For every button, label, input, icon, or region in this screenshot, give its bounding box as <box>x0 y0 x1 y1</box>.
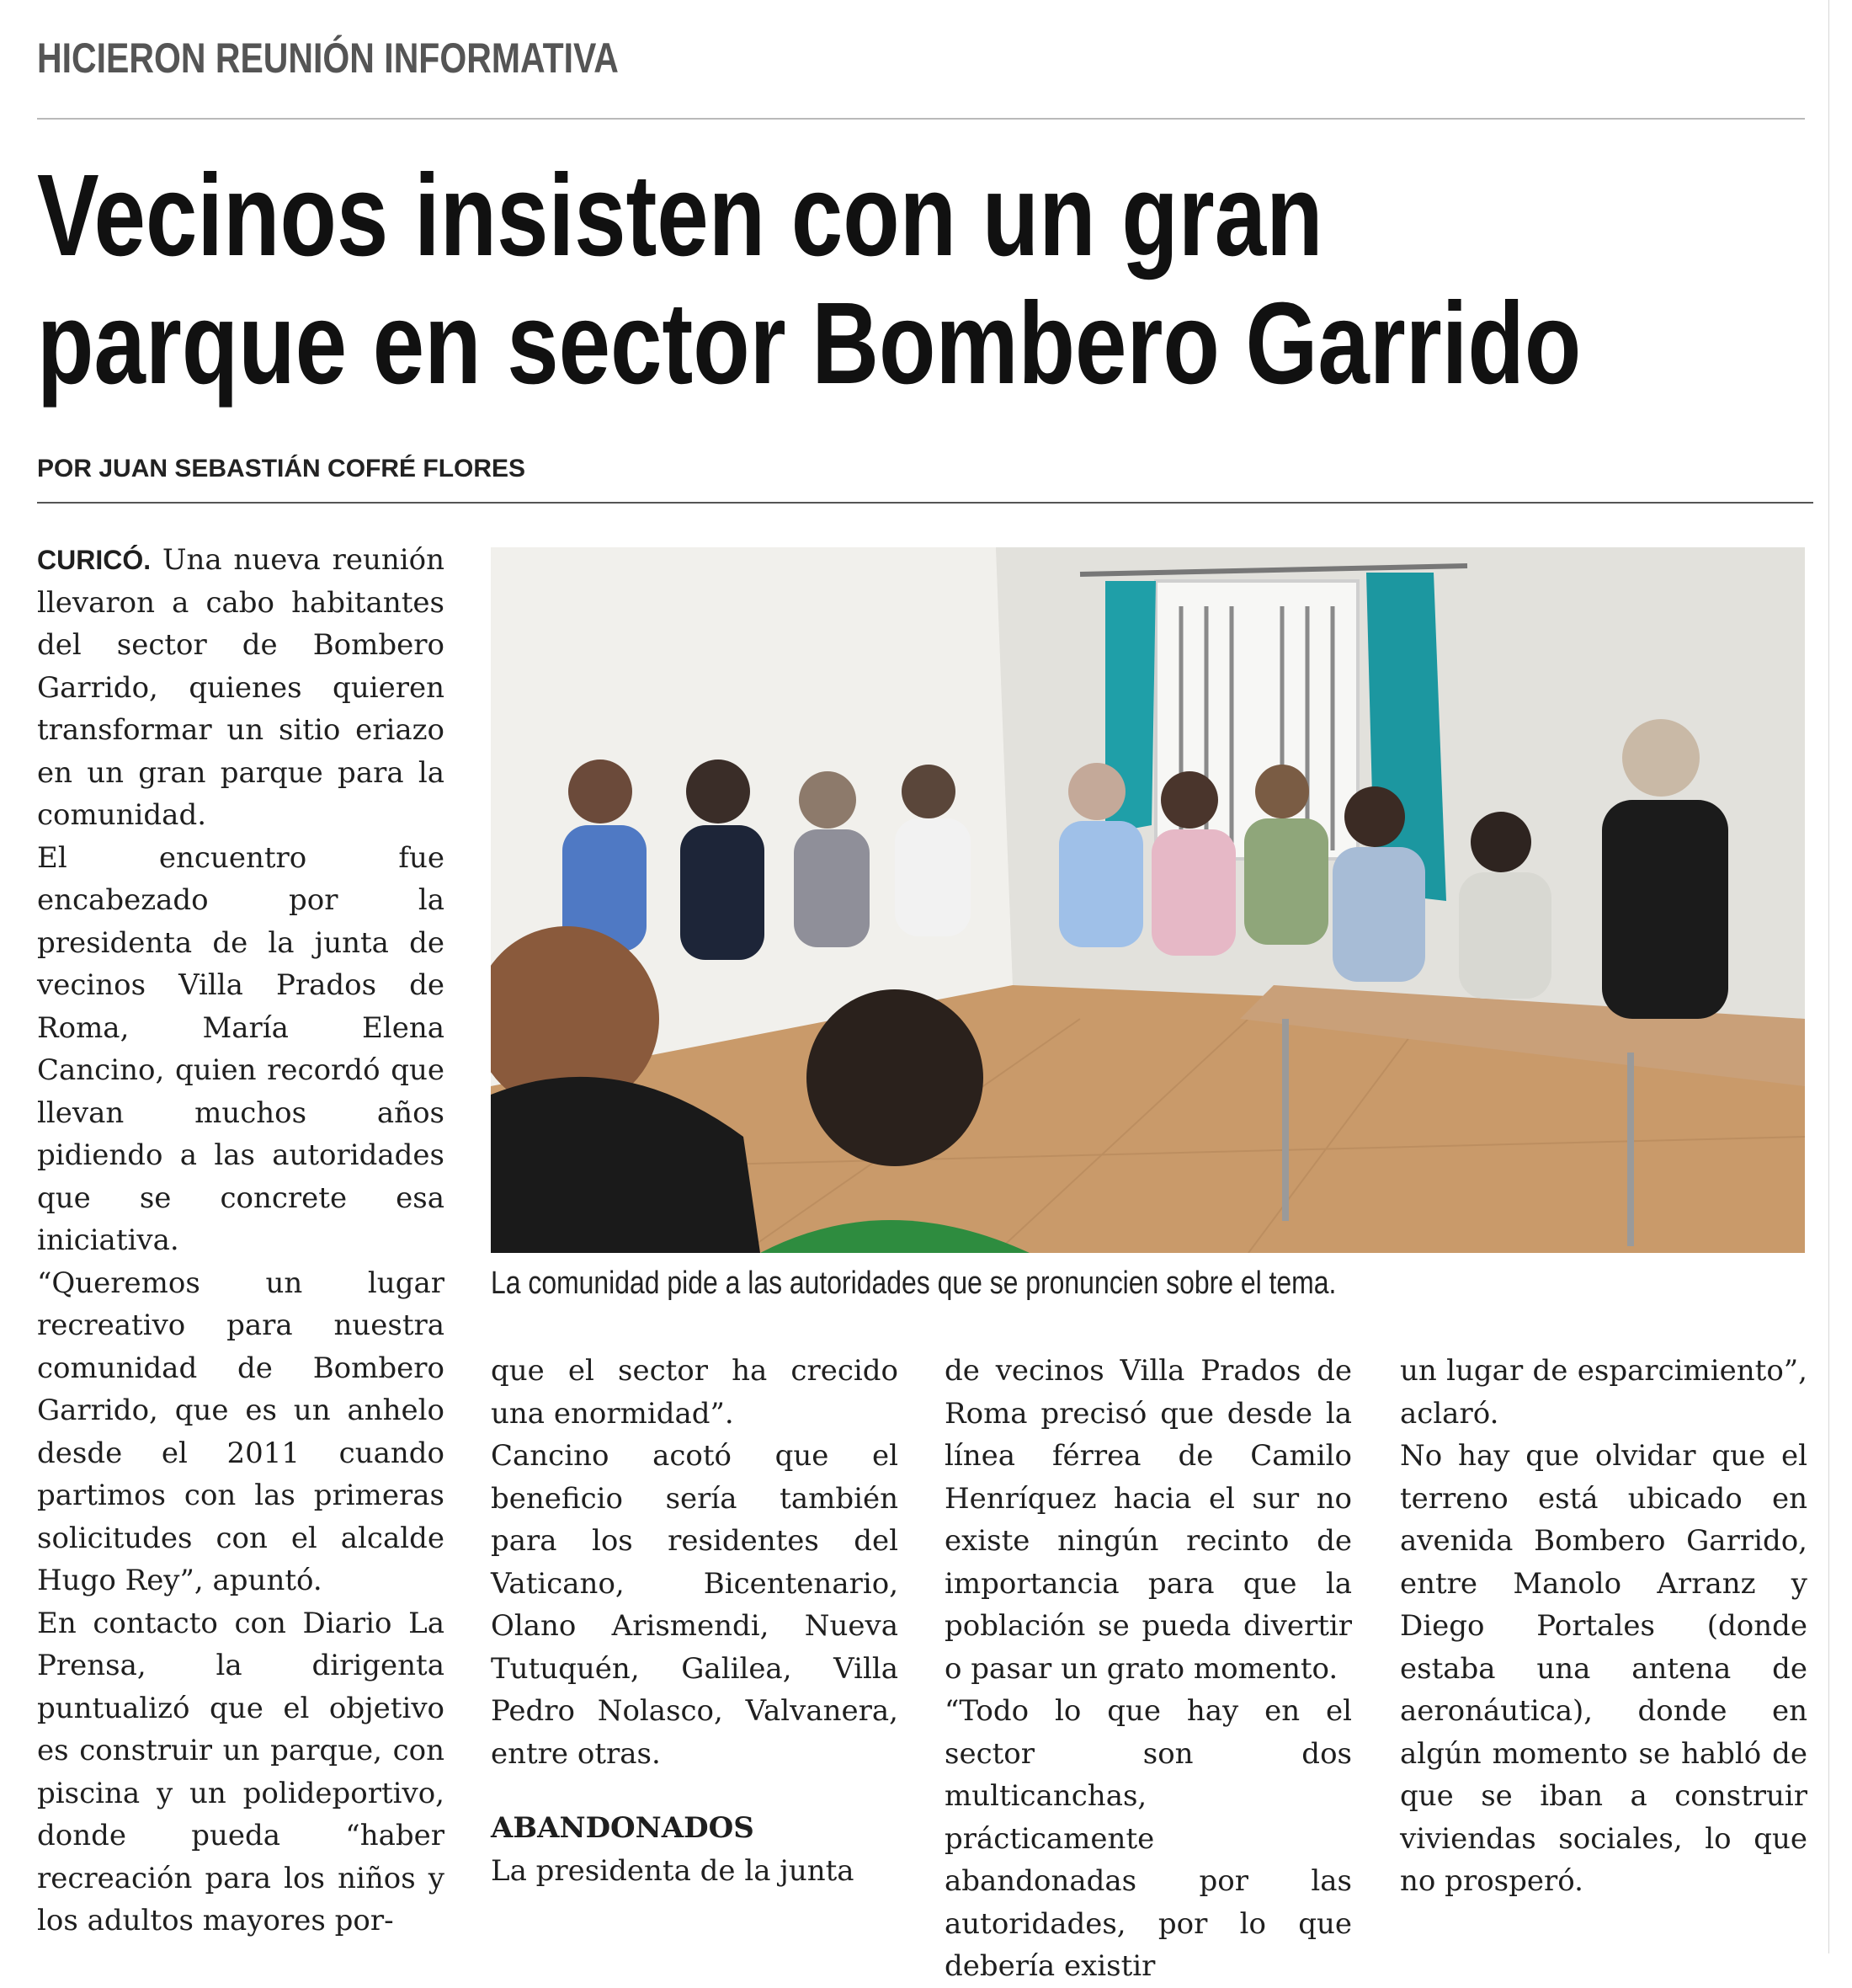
dateline: CURICÓ. <box>37 545 152 575</box>
paragraph: de vecinos Villa Prados de Roma precisó que desde la línea férrea de Camilo Henríquez hacia el sur no existe ningún recinto de importancia para que la población se pueda divertir o pasar un grato momento. <box>945 1354 1352 1686</box>
paragraph: un lugar de esparcimiento”, aclaró. <box>1400 1354 1807 1431</box>
paragraph: No hay que olvidar que el terreno está ubicado en avenida Bombero Garrido, entre Manolo Arranz y Diego Portales (donde estaba una antena de aeronáutica), donde en algún momento se habló de que se iban a construir viviendas sociales, lo que no prosperó. <box>1400 1439 1807 1898</box>
paragraph: “Todo lo que hay en el sector son dos multicanchas, prácticamente abandonadas por las autoridades, por lo que debería existir <box>945 1694 1352 1983</box>
article-photo <box>491 547 1805 1253</box>
section-kicker: HICIERON REUNIÓN INFORMATIVA <box>37 35 619 82</box>
headline-line-1: Vecinos insisten con un gran <box>37 151 1323 280</box>
photo-caption: La comunidad pide a las autoridades que se pronuncien sobre el tema. <box>491 1266 1337 1301</box>
text-column-1 <box>37 539 444 1943</box>
paragraph: En contacto con Diario La Prensa, la dirigenta puntualizó que el objetivo es construir un parque, con piscina y un polideportivo, donde pueda “haber recreación para los niños y los adultos mayores por- <box>37 1606 444 1937</box>
text-column-3 <box>945 1350 1352 1988</box>
headline <box>37 152 1653 408</box>
byline-divider <box>37 502 1813 504</box>
paragraph: La presidenta de la junta <box>491 1853 854 1888</box>
subheading: ABANDONADOS <box>491 1811 754 1845</box>
headline-line-2: parque en sector Bombero Garrido <box>37 279 1582 408</box>
paragraph <box>37 539 444 837</box>
top-divider <box>37 118 1805 120</box>
paragraph-text: Una nueva reunión llevaron a cabo habitantes del sector de Bombero Garrido, quienes quieren transformar un sitio eriazo en un gran parque para la comunidad. <box>37 543 444 832</box>
page-edge-line <box>1828 0 1829 1953</box>
paragraph: “Queremos un lugar recreativo para nuestra comunidad de Bombero Garrido, que es un anhelo desde el 2011 cuando partimos con las primeras solicitudes con el alcalde Hugo Rey”, apuntó. <box>37 1266 444 1597</box>
paragraph: Cancino acotó que el beneficio sería también para los residentes del Vaticano, Bicentenario, Olano Arismendi, Nueva Tutuquén, Galilea, Villa Pedro Nolasco, Valvanera, entre otras. <box>491 1439 898 1771</box>
text-column-4 <box>1400 1350 1807 1903</box>
text-column-2 <box>491 1350 898 1892</box>
paragraph: que el sector ha crecido una enormidad”. <box>491 1354 898 1431</box>
paragraph: El encuentro fue encabezado por la presidenta de la junta de vecinos Villa Prados de Roma, María Elena Cancino, quien recordó que llevan muchos años pidiendo a las autoridades que se concrete esa iniciativa. <box>37 840 444 1257</box>
byline: POR JUAN SEBASTIÁN COFRÉ FLORES <box>37 455 526 482</box>
